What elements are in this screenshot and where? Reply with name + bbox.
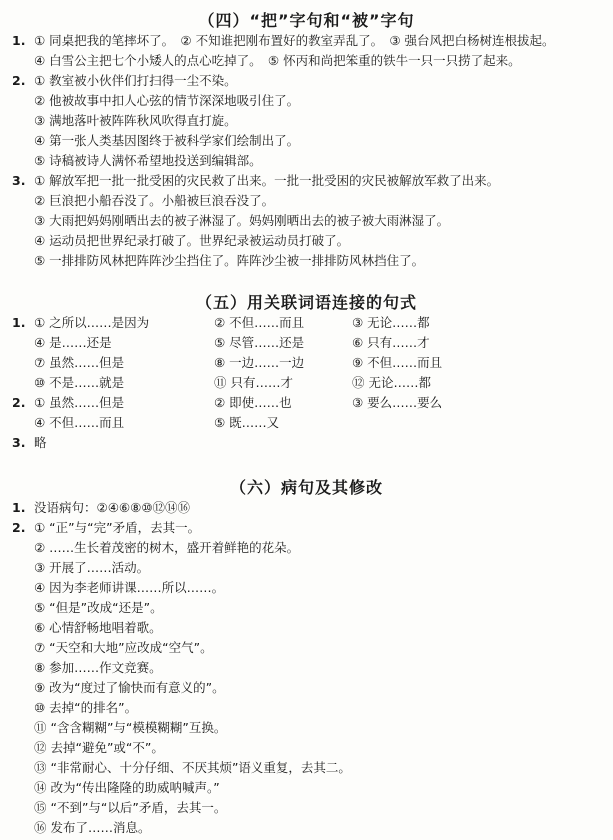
s6-q2-line-10: ⑩ 去掉“的排名”。 (34, 700, 138, 715)
s4-q2-line-5: ⑤ 诗稿被诗人满怀希望地投送到编辑部。 (34, 153, 262, 168)
s4-q3-line-3: ③ 大雨把妈妈刚晒出去的被子淋湿了。妈妈刚晒出去的被子被大雨淋湿了。 (34, 213, 450, 228)
s5-q1-item: ⑪ 只有……才 (214, 375, 293, 390)
s6-q1-number: 1. (12, 500, 26, 515)
s6-q2-line-7: ⑦ “天空和大地”应改成“空气”。 (34, 640, 213, 655)
s6-q2-line-2: ② ……生长着茂密的树木，盛开着鲜艳的花朵。 (34, 540, 300, 555)
s5-q1-item: ⑩ 不是……就是 (34, 375, 125, 390)
s4-q2-line-4: ④ 第一张人类基因图终于被科学家们绘制出了。 (34, 133, 300, 148)
s5-q1-item: ② 不但……而且 (214, 315, 305, 330)
s4-q1-number: 1. (12, 33, 26, 48)
s4-q2-line-2: ② 他被故事中扣人心弦的情节深深地吸引住了。 (34, 93, 300, 108)
s6-q2-line-11: ⑪ “含含糊糊”与“模模糊糊”互换。 (34, 720, 227, 735)
s6-q2-line-1: ① “正”与“完”矛盾，去其一。 (34, 520, 201, 535)
s6-q2-line-15: ⑮ “不到”与“以后”矛盾，去其一。 (34, 800, 227, 815)
s4-q2-line-3: ③ 满地落叶被阵阵秋风吹得直打旋。 (34, 113, 237, 128)
s6-q2-line-14: ⑭ 改为“传出隆隆的助威呐喊声。” (34, 780, 220, 795)
s5-q2-number: 2. (12, 395, 26, 410)
s6-q2-line-3: ③ 开展了……活动。 (34, 560, 150, 575)
s5-q2-item: ③ 要么……要么 (352, 395, 443, 410)
s4-q1-line-2: ④ 白雪公主把七个小矮人的点心吃掉了。 ⑤ 怀丙和尚把笨重的铁牛一只一只捞了起来。 (34, 53, 521, 68)
s5-q3-answer: 略 (34, 435, 47, 450)
s6-q2-line-6: ⑥ 心情舒畅地唱着歌。 (34, 620, 162, 635)
s4-q2-number: 2. (12, 73, 26, 88)
s5-q1-item: ⑦ 虽然……但是 (34, 355, 125, 370)
s4-q2-line-1: ① 教室被小伙伴们打扫得一尘不染。 (34, 73, 237, 88)
s5-q1-item: ⑥ 只有……才 (352, 335, 430, 350)
section-5-title: （五）用关联词语连接的句式 (195, 293, 417, 312)
s5-q2-item: ② 即使……也 (214, 395, 292, 410)
s5-q3-number: 3. (12, 435, 26, 450)
s5-q1-number: 1. (12, 315, 26, 330)
s5-q2-item: ⑤ 既……又 (214, 415, 280, 430)
s6-q2-line-5: ⑤ “但是”改成“还是”。 (34, 600, 163, 615)
s5-q1-item: ④ 是……还是 (34, 335, 112, 350)
s4-q3-line-1: ① 解放军把一批一批受困的灾民救了出来。一批一批受困的灾民被解放军救了出来。 (34, 173, 500, 188)
s5-q1-item: ⑨ 不但……而且 (352, 355, 443, 370)
s4-q3-number: 3. (12, 173, 26, 188)
s5-q2-item: ① 虽然……但是 (34, 395, 125, 410)
section-4-title: （四）“把”字句和“被”字句 (198, 11, 415, 30)
s4-q3-line-4: ④ 运动员把世界纪录打破了。世界纪录被运动员打破了。 (34, 233, 350, 248)
s5-q1-item: ① 之所以……是因为 (34, 315, 150, 330)
s4-q1-line-1: ① 同桌把我的笔摔坏了。 ② 不知谁把刚布置好的教室弄乱了。 ③ 强台风把白杨树连根拔起。 (34, 33, 555, 48)
s6-q2-line-9: ⑨ 改为“度过了愉快而有意义的”。 (34, 680, 225, 695)
s6-q2-line-8: ⑧ 参加……作文竞赛。 (34, 660, 162, 675)
s4-q3-line-5: ⑤ 一排排防风林把阵阵沙尘挡住了。阵阵沙尘被一排排防风林挡住了。 (34, 253, 425, 268)
s5-q1-item: ③ 无论……都 (352, 315, 430, 330)
s6-q2-line-12: ⑫ 去掉“避免”或“不”。 (34, 740, 164, 755)
s5-q1-item: ⑧ 一边……一边 (214, 355, 305, 370)
s5-q1-item: ⑫ 无论……都 (352, 375, 431, 390)
section-6-title: （六）病句及其修改 (229, 478, 383, 497)
s6-q2-line-16: ⑯ 发布了……消息。 (34, 820, 151, 835)
s4-q3-line-2: ② 巨浪把小船吞没了。小船被巨浪吞没了。 (34, 193, 275, 208)
s5-q2-item: ④ 不但……而且 (34, 415, 125, 430)
s6-q2-number: 2. (12, 520, 26, 535)
s6-q2-line-13: ⑬ “非常耐心、十分仔细、不厌其烦”语义重复，去其二。 (34, 760, 351, 775)
s6-q1-answer: 没语病句：②④⑥⑧⑩⑫⑭⑯ (34, 500, 191, 515)
s5-q1-item: ⑤ 尽管……还是 (214, 335, 305, 350)
s6-q2-line-4: ④ 因为李老师讲课……所以……。 (34, 580, 225, 595)
